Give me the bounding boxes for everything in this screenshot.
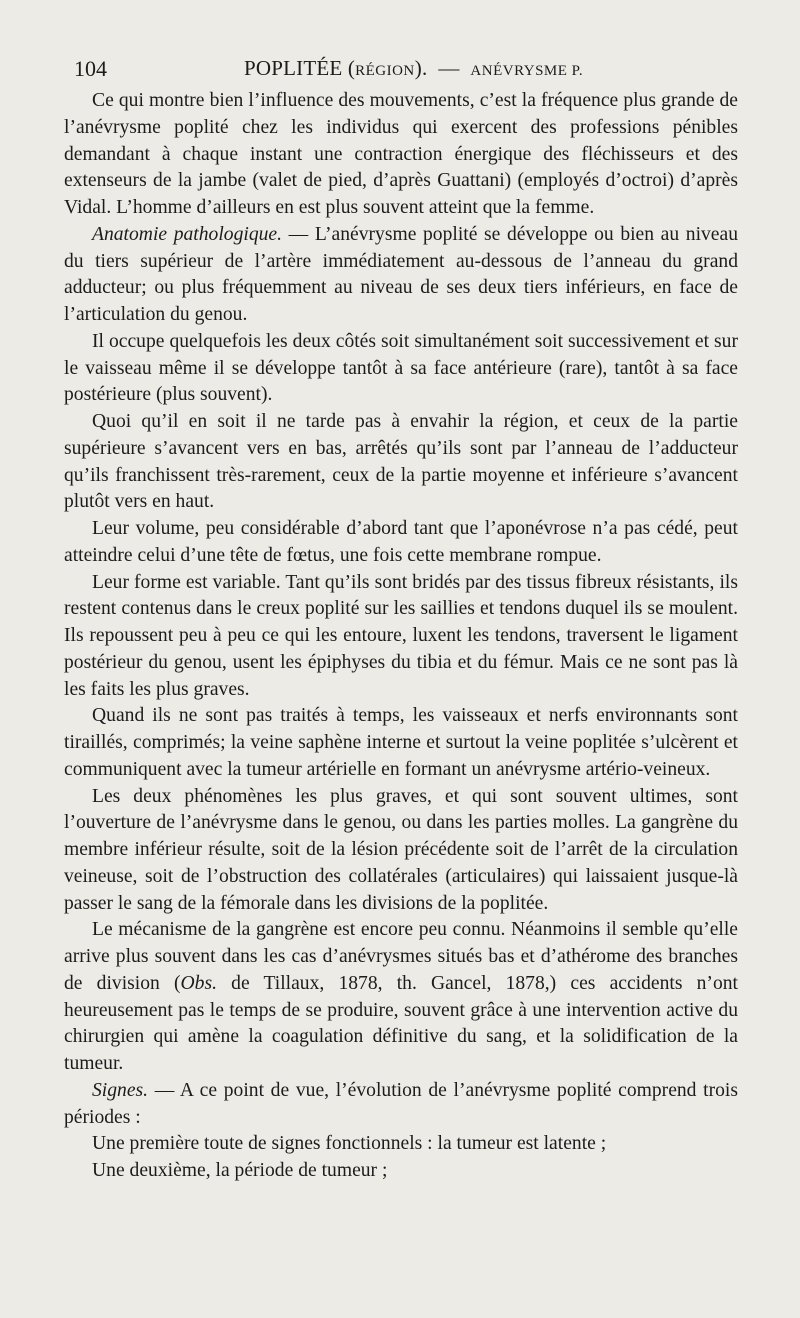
paragraph-signs: Signes. — A ce point de vue, l’évolution de l’anévrysme poplité comprend trois périodes :: [64, 1079, 738, 1128]
running-title: [244, 56, 583, 81]
paragraph-phenomena: Les deux phénomènes les plus graves, et qui sont souvent ultimes, sont l’ouverture de l’anévrysme dans le genou, ou dans les parties molles. La gangrène du membre inférieur résulte, soit de la lésion précédente soit de l’arrêt de la circulation veineuse, soit de l’obstruction des collatérales (articulaires) qui laissaient jusque-là passer le sang de la fémorale dans les divisions de la poplitée.: [64, 785, 738, 914]
title-region: RÉGION: [355, 63, 415, 79]
title-main: POPLITÉE (: [244, 56, 356, 80]
title-dash: —: [438, 56, 460, 80]
paragraph-form: Leur forme est variable. Tant qu’ils sont bridés par des tissus fibreux résistants, ils restent contenus dans le creux poplité sur les saillies et tendons duquel ils se moulent. Ils repoussent peu à peu ce qui les entoure, luxent les tendons, traversent le ligament postérieur du genou, usent les épiphyses du tibia et du fémur. Mais ce ne sont pas là les faits les plus graves.: [64, 571, 738, 700]
signs-heading: Signes.: [92, 1079, 149, 1101]
paragraph-mechanism: Le mécanisme de la gangrène est encore peu connu. Néanmoins il semble qu’elle arrive plus souvent dans les cas d’anévrysmes situés bas et d’athérome des branches de division (Obs. de Tillaux, 1878, th. Gancel, 1878,) ces accidents n’ont heureusement pas le temps de se produire, souvent grâce à une intervention active du chirurgien qui amène la coagulation définitive du sang, et la solidification de la tumeur.: [64, 919, 738, 1074]
paragraph-location: Il occupe quelquefois les deux côtés soit simultanément soit successivement et sur le vaisseau même il se développe tantôt à sa face antérieure (rare), tantôt à sa face postérieure (plus souvent).: [64, 330, 738, 406]
title-close: ).: [414, 56, 428, 80]
paragraph-invasion: Quoi qu’il en soit il ne tarde pas à envahir la région, et ceux de la partie supérieure s’avancent vers en bas, arrêtés qu’ils sont par l’anneau de l’adducteur qu’ils franchissent très-rarement, ceux de la partie moyenne et inférieure s’avancent plutôt vers en haut.: [64, 411, 738, 513]
obs-abbrev: Obs.: [180, 972, 217, 994]
paragraph-volume: Leur volume, peu considérable d’abord tant que l’aponévrose n’a pas cédé, peut atteindre celui d’une tête de fœtus, une fois cette membrane rompue.: [64, 518, 738, 566]
page-number: 104: [74, 56, 107, 81]
anatomy-heading: Anatomie pathologique.: [92, 223, 283, 245]
list-item-first-period: Une première toute de signes fonctionnels : la tumeur est latente ;: [92, 1133, 607, 1155]
page-body: [64, 88, 738, 1185]
paragraph-vessels: Quand ils ne sont pas traités à temps, les vaisseaux et nerfs environnants sont tiraillés, comprimés; la veine saphène interne et surtout la veine poplitée s’ulcèrent et communiquent avec la tumeur artérielle en formant un anévrysme artério-veineux.: [64, 705, 738, 780]
running-header: [74, 56, 734, 86]
list-item-second-period: Une deuxième, la période de tumeur ;: [92, 1160, 388, 1181]
title-section: ANÉVRYSME P.: [470, 63, 584, 79]
paragraph-anatomy: Anatomie pathologique. — L’anévrysme poplité se développe ou bien au niveau du tiers supérieur de l’artère immédiatement au-dessous de l’anneau du grand adducteur; ou plus fréquemment au niveau de ses deux tiers inférieurs, en face de l’articulation du genou.: [64, 223, 738, 325]
paragraph-movements: Ce qui montre bien l’influence des mouvements, c’est la fréquence plus grande de l’anévrysme poplité chez les individus qui exercent des professions pénibles demandant à chaque instant une contraction énergique des fléchisseurs et des extenseurs de la jambe (valet de pied, d’après Guattani) (employés d’octroi) d’après Vidal. L’homme d’ailleurs en est plus souvent atteint que la femme.: [64, 90, 738, 218]
